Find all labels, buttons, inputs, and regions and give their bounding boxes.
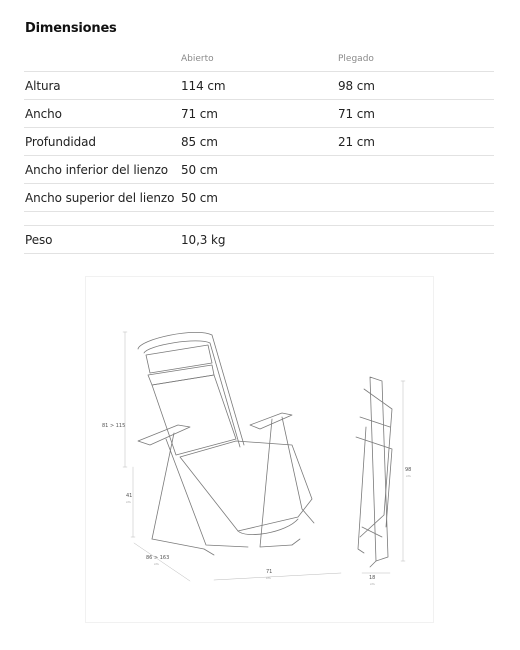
row-folded-value: 21 cm	[338, 135, 375, 149]
dimensions-table	[24, 50, 494, 254]
folded-depth-unit: cm	[370, 582, 375, 586]
width-label: 71	[266, 569, 273, 575]
row-label: Ancho	[25, 107, 62, 121]
folded-height-unit: cm	[406, 474, 411, 478]
row-label: Ancho superior del lienzo	[25, 191, 175, 205]
column-header-open: Abierto	[181, 54, 214, 64]
table-row	[24, 100, 494, 128]
seat-height-unit: cm	[126, 500, 131, 504]
table-row	[24, 128, 494, 156]
width-unit: cm	[266, 576, 271, 580]
depth-range-unit: cm	[154, 562, 159, 566]
column-header-folded: Plegado	[338, 54, 374, 64]
table-row-weight	[24, 226, 494, 254]
folded-height-label: 98	[405, 467, 412, 473]
weight-label: Peso	[25, 233, 53, 247]
folded-depth-label: 18	[369, 575, 376, 581]
row-label: Altura	[25, 79, 61, 93]
table-header	[24, 50, 494, 72]
seat-height-label: 41	[126, 493, 133, 499]
weight-value: 10,3 kg	[181, 233, 226, 247]
table-spacer-row	[24, 212, 494, 226]
height-range-label: 81 > 115	[102, 423, 126, 429]
row-open-value: 71 cm	[181, 107, 218, 121]
table-row	[24, 72, 494, 100]
row-folded-value: 98 cm	[338, 79, 375, 93]
table-row	[24, 184, 494, 212]
depth-range-label: 86 > 163	[146, 555, 170, 561]
row-open-value: 50 cm	[181, 191, 218, 205]
page-title: Dimensiones	[25, 21, 117, 36]
chair-line-drawing	[86, 277, 435, 624]
row-open-value: 85 cm	[181, 135, 218, 149]
row-label: Ancho inferior del lienzo	[25, 163, 169, 177]
table-row	[24, 156, 494, 184]
row-open-value: 50 cm	[181, 163, 218, 177]
row-open-value: 114 cm	[181, 79, 226, 93]
row-folded-value: 71 cm	[338, 107, 375, 121]
chair-dimensions-drawing	[85, 276, 434, 623]
row-label: Profundidad	[25, 135, 96, 149]
